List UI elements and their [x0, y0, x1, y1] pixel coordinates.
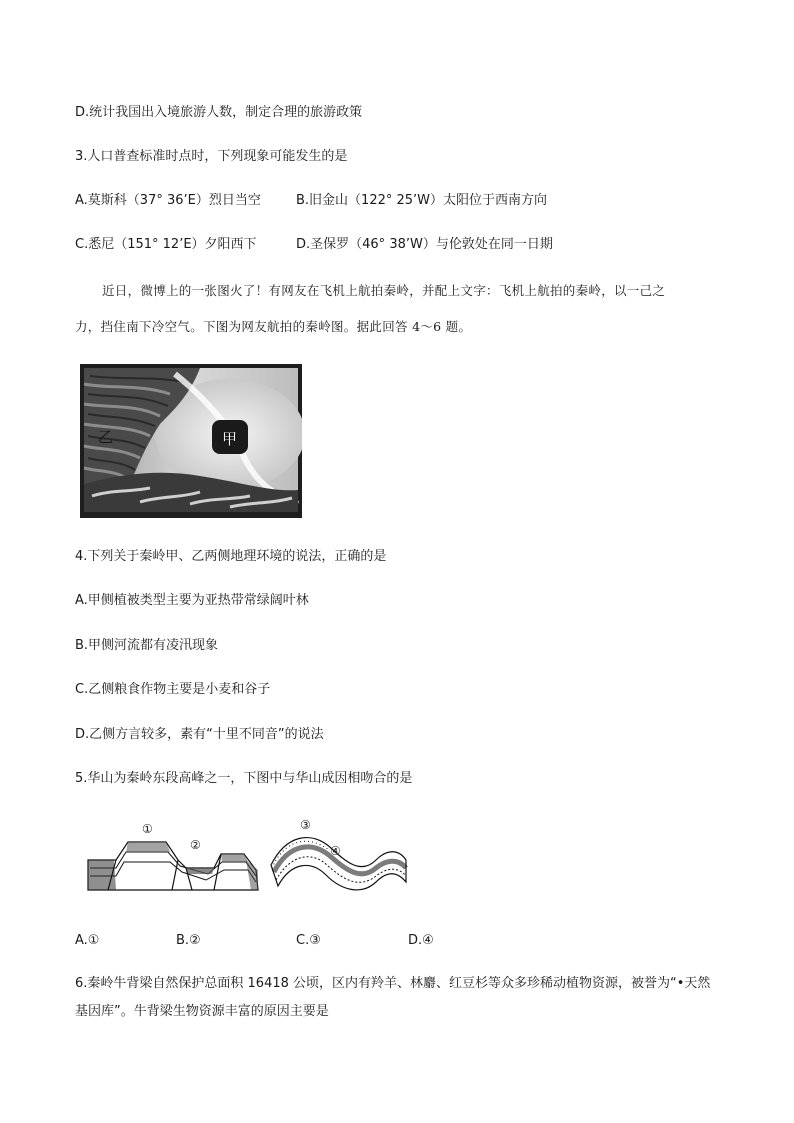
q5-option-a: A.①: [75, 933, 100, 948]
q6-stem-line-2: 基因库”。牛背梁生物资源丰富的原因主要是: [75, 1004, 329, 1019]
q6-stem-line-1: 6.秦岭牛背梁自然保护总面积 16418 公顷，区内有羚羊、林麝、红豆杉等众多珍稀动植物资源，被誉为“•天然: [75, 976, 711, 991]
label-jia: 甲: [222, 430, 238, 448]
q4-option-a: A.甲侧植被类型主要为亚热带常绿阔叶林: [75, 593, 309, 608]
landform-diagram: [86, 820, 411, 900]
passage-line-2: 力，挡住南下冷空气。下图为网友航拍的秦岭图。据此回答 4～6 题。: [75, 319, 472, 334]
q3-option-a: A.莫斯科（37° 36’E）烈日当空: [75, 193, 261, 208]
q5-option-d: D.④: [408, 933, 434, 948]
marker-1: ①: [142, 822, 153, 836]
q4-option-c: C.乙侧粮食作物主要是小麦和谷子: [75, 682, 271, 697]
q4-stem: 4.下列关于秦岭甲、乙两侧地理环境的说法，正确的是: [75, 549, 387, 564]
q3-option-c: C.悉尼（151° 12’E）夕阳西下: [75, 237, 257, 252]
marker-3: ③: [300, 818, 311, 832]
q3-option-b: B.旧金山（122° 25’W）太阳位于西南方向: [296, 193, 548, 208]
marker-4: ④: [330, 844, 341, 858]
marker-2: ②: [190, 838, 201, 852]
fault-block-diagram: [88, 842, 258, 890]
q4-option-b: B.甲侧河流都有凌汛现象: [75, 638, 219, 653]
q2-option-d: D.统计我国出入境旅游人数，制定合理的旅游政策: [75, 105, 363, 120]
qinling-aerial-photo: [80, 364, 302, 518]
q4-option-d: D.乙侧方言较多，素有“十里不同音”的说法: [75, 727, 324, 742]
q5-option-c: C.③: [296, 933, 321, 948]
passage-line-1: 近日，微博上的一张图火了！有网友在飞机上航拍秦岭，并配上文字：飞机上航拍的秦岭，以一己之: [102, 283, 666, 298]
q5-stem: 5.华山为秦岭东段高峰之一，下图中与华山成因相吻合的是: [75, 771, 413, 786]
q3-stem: 3.人口普查标准时点时，下列现象可能发生的是: [75, 149, 348, 164]
label-yi: 乙: [98, 428, 114, 446]
q3-option-d: D.圣保罗（46° 38’W）与伦敦处在同一日期: [296, 237, 553, 252]
q5-option-b: B.②: [176, 933, 201, 948]
